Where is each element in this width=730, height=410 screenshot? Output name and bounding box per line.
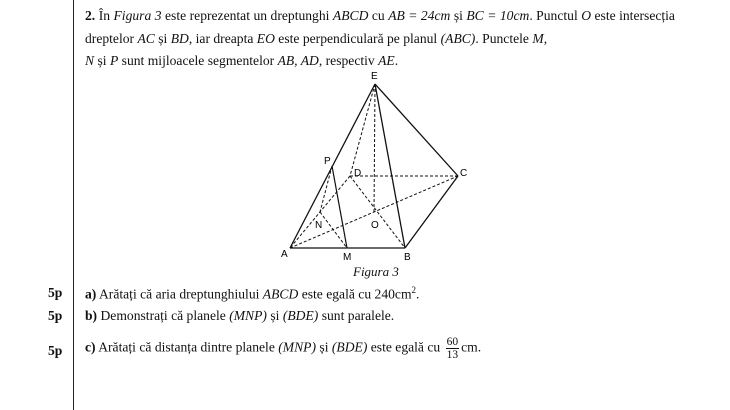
text: și (154, 30, 171, 46)
value: 240cm (374, 286, 412, 302)
var: ABCD (262, 286, 299, 302)
segment-NM (320, 212, 347, 248)
var: BC = 10cm (466, 8, 530, 23)
figure-caption: Figura 3 (353, 264, 399, 279)
var: (MNP) (278, 339, 316, 355)
text: și (94, 53, 110, 68)
var: N (85, 53, 95, 68)
label-O: O (371, 220, 379, 231)
text: Demonstrați că planele (97, 308, 230, 323)
text: Arătați că aria dreptunghiului (96, 286, 263, 302)
item-letter: a) (85, 286, 97, 302)
item-b (0, 308, 730, 332)
label-A: A (281, 249, 288, 260)
text: și (266, 308, 283, 323)
denominator: 13 (446, 349, 459, 361)
pyramid-diagram (270, 66, 480, 272)
problem-statement (85, 5, 675, 73)
text: și (316, 339, 332, 355)
var: (MNP) (229, 308, 267, 323)
var: P (109, 53, 119, 68)
edge-ED (350, 84, 375, 176)
height-EO (374, 84, 375, 212)
edge-EB (375, 84, 405, 248)
text: cu (368, 8, 389, 23)
figure-ref: Figura 3 (113, 8, 162, 23)
text: Arătați că distanța dintre planele (95, 339, 279, 355)
item-c (0, 336, 730, 370)
pyramid-figure (270, 66, 480, 272)
var: AC (137, 30, 155, 46)
diag-BD (350, 176, 405, 248)
var: (BDE) (331, 339, 368, 355)
text: este reprezentat un dreptunghi (161, 8, 333, 23)
label-D: D (354, 168, 362, 179)
label-C: C (460, 168, 468, 179)
text: sunt paralele. (318, 308, 395, 323)
label-M: M (343, 252, 352, 263)
var: ABCD (332, 8, 369, 23)
text: sunt mijloacele segmentelor (118, 53, 278, 68)
problem-number: 2. (85, 8, 96, 23)
text: , respectiv (318, 53, 379, 68)
points-label: 5p (48, 343, 63, 358)
text: este perpendiculară pe planul (274, 30, 441, 46)
points-label: 5p (48, 308, 63, 323)
numerator: 60 (446, 336, 459, 348)
edge-BC (405, 176, 458, 248)
item-a (0, 285, 730, 309)
exponent: 2 (411, 285, 417, 295)
var: AE (378, 53, 395, 68)
text: este egală cu (298, 286, 375, 302)
item-letter: c) (85, 339, 96, 355)
text: . (416, 286, 420, 302)
var: AB = 24cm (388, 8, 451, 23)
var: O (581, 8, 592, 23)
item-text (85, 285, 419, 303)
segment-PM (332, 166, 347, 248)
var: (BDE) (282, 308, 319, 323)
text: și (450, 8, 467, 23)
label-E: E (371, 71, 378, 82)
label-N: N (315, 220, 323, 231)
text: . (394, 53, 399, 68)
edge-EC (375, 84, 458, 176)
var: M (532, 30, 544, 46)
var: BD (170, 30, 189, 46)
text: este egală cu (367, 339, 444, 355)
label-P: P (324, 156, 331, 167)
item-letter: b) (85, 308, 98, 323)
text: . Punctul (529, 8, 582, 23)
label-B: B (404, 252, 411, 263)
var: (ABC) (440, 30, 476, 46)
text: În (98, 8, 114, 23)
var: AB, AD (277, 53, 319, 68)
item-text (85, 308, 394, 324)
text: , iar dreapta (188, 30, 257, 46)
text: . Punctele (475, 30, 533, 46)
text: . (477, 339, 482, 355)
item-text (85, 336, 481, 361)
var: EO (256, 30, 275, 46)
text: , (543, 30, 548, 46)
points-label: 5p (48, 285, 63, 300)
fraction (446, 336, 460, 361)
text: este intersecția dreptelor (85, 8, 675, 46)
unit: cm (461, 339, 478, 355)
